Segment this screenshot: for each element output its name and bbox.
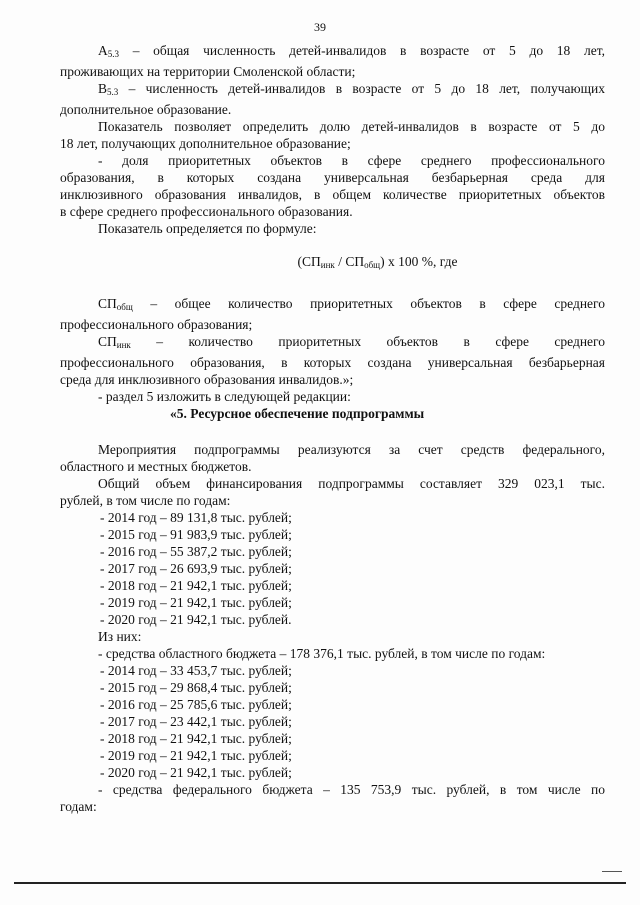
list-item: - 2016 год – 25 785,6 тыс. рублей; [100, 697, 292, 712]
paragraph-indicator: Показатель позволяет определить долю детей-инвалидов в возрасте от 5 до [98, 119, 605, 134]
document-body [60, 42, 605, 815]
total-by-year-list [60, 509, 605, 628]
federal-budget-intro: - средства федерального бюджета – 135 753,9 тыс. рублей, в том числе по [98, 782, 605, 797]
list-item: - 2015 год – 91 983,9 тыс. рублей; [100, 527, 292, 542]
paragraph-share-l3: инклюзивного образования инвалидов, в общем количестве приоритетных объектов [60, 187, 605, 202]
definition-a53-cont: проживающих на территории Смоленской области; [60, 64, 356, 79]
paragraph-measures-cont: областного и местных бюджетов. [60, 459, 252, 474]
definition-b53-cont: дополнительное образование. [60, 102, 232, 117]
paragraph-share: - доля приоритетных объектов в сфере среднего профессионального [98, 153, 605, 168]
paragraph-share-l4: в сфере среднего профессионального образования. [60, 204, 353, 219]
page-number: 39 [314, 20, 326, 34]
regional-budget-intro: - средства областного бюджета – 178 376,1 тыс. рублей, в том числе по годам: [98, 646, 546, 661]
of-them-label: Из них: [98, 629, 142, 644]
list-item: - 2019 год – 21 942,1 тыс. рублей; [100, 595, 292, 610]
paragraph-indicator-cont: 18 лет, получающих дополнительное образование; [60, 136, 351, 151]
page-bottom-rule [14, 882, 626, 884]
definition-sp-ink-l2: профессионального образования, в которых создана универсальная безбарьерная [60, 355, 605, 370]
list-item: - 2017 год – 23 442,1 тыс. рублей; [100, 714, 292, 729]
list-item: - 2020 год – 21 942,1 тыс. рублей; [100, 765, 292, 780]
scan-mark [602, 871, 622, 872]
regional-by-year-list [60, 662, 605, 781]
list-item: - 2016 год – 55 387,2 тыс. рублей; [100, 544, 292, 559]
definition-b53: $В_{5.3}$ – численность детей-инвалидов в возрасте от 5 до 18 лет, получающих [98, 81, 605, 97]
definition-a53: $А_{5.3}$ – общая численность детей-инвалидов в возрасте от 5 до 18 лет, [98, 43, 605, 59]
list-item: - 2020 год – 21 942,1 тыс. рублей. [100, 612, 292, 627]
formula-intro: Показатель определяется по формуле: [98, 221, 317, 236]
paragraph-total-cont: рублей, в том числе по годам: [60, 493, 231, 508]
definition-sp-ink-l3: среда для инклюзивного образования инвалидов.»; [60, 372, 354, 387]
paragraph-share-l2: образования, в которых создана универсальная безбарьерная среда для [60, 170, 605, 185]
list-item: - 2015 год – 29 868,4 тыс. рублей; [100, 680, 292, 695]
definition-sp-ink: $СП_{инк}$ – количество приоритетных объектов в сфере среднего [98, 334, 605, 350]
definition-sp-obsh: $СП_{общ}$ – общее количество приоритетных объектов в сфере среднего [98, 296, 606, 312]
definition-sp-obsh-cont: профессионального образования; [60, 317, 253, 332]
list-item: - 2018 год – 21 942,1 тыс. рублей; [100, 578, 292, 593]
section-heading: «5. Ресурсное обеспечение подпрограммы [170, 406, 425, 421]
section-intro: - раздел 5 изложить в следующей редакции: [98, 389, 351, 404]
formula: $(СП_{инк} / СП_{общ})$ х 100 %, где [297, 254, 458, 270]
paragraph-measures: Мероприятия подпрограммы реализуются за счет средств федерального, [98, 442, 605, 457]
list-item: - 2017 год – 26 693,9 тыс. рублей; [100, 561, 292, 576]
federal-budget-intro-cont: годам: [60, 799, 97, 814]
list-item: - 2014 год – 89 131,8 тыс. рублей; [100, 510, 292, 525]
paragraph-total: Общий объем финансирования подпрограммы составляет 329 023,1 тыс. [98, 476, 605, 491]
list-item: - 2019 год – 21 942,1 тыс. рублей; [100, 748, 292, 763]
list-item: - 2014 год – 33 453,7 тыс. рублей; [100, 663, 292, 678]
list-item: - 2018 год – 21 942,1 тыс. рублей; [100, 731, 292, 746]
